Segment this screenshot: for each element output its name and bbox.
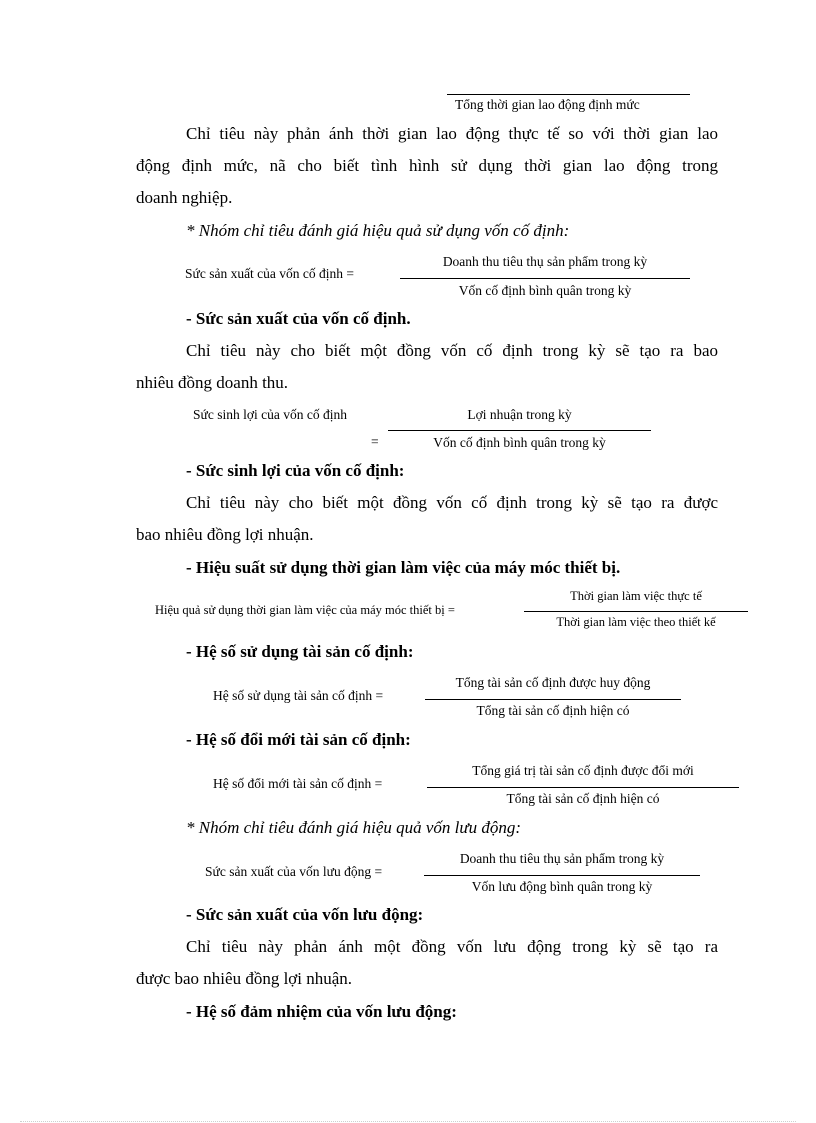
fraction-bar — [427, 787, 739, 788]
paragraph-line: Chỉ tiêu này cho biết một đồng vốn cố định trong kỳ sẽ tạo ra được — [186, 493, 718, 512]
paragraph-line: Chỉ tiêu này cho biết một đồng vốn cố định trong kỳ sẽ tạo ra bao — [186, 341, 718, 360]
formula-lhs: Hệ số đổi mới tài sản cố định = — [213, 776, 383, 791]
item-heading: - Sức sản xuất của vốn lưu động: — [186, 905, 424, 924]
formula-lhs: Sức sinh lợi của vốn cố định — [193, 407, 347, 422]
item-heading: - Sức sinh lợi của vốn cố định: — [186, 461, 405, 480]
formula-numerator: Lợi nhuận trong kỳ — [467, 407, 572, 422]
formula-numerator: Thời gian làm việc thực tế — [570, 589, 702, 603]
fraction-bar — [425, 699, 681, 700]
formula-equals: = — [371, 434, 379, 449]
paragraph-line: doanh nghiệp. — [136, 188, 233, 207]
fraction-bar — [424, 875, 700, 876]
item-heading: - Hệ số sử dụng tài sản cố định: — [186, 642, 414, 661]
item-heading: - Sức sản xuất của vốn cố định. — [186, 309, 411, 328]
page-bottom-divider — [20, 1121, 796, 1122]
formula-numerator: Doanh thu tiêu thụ sản phẩm trong kỳ — [442, 254, 648, 269]
formula-denominator: Thời gian làm việc theo thiết kế — [556, 615, 716, 629]
formula-denominator: Tổng tài sản cố định hiện có — [506, 791, 660, 806]
item-heading: - Hiệu suất sử dụng thời gian làm việc của máy móc thiết bị. — [186, 558, 621, 577]
formula-denominator: Tổng tài sản cố định hiện có — [476, 703, 630, 718]
paragraph-line: nhiêu đồng doanh thu. — [136, 373, 289, 392]
paragraph-line: Chỉ tiêu này phản ánh một đồng vốn lưu động trong kỳ sẽ tạo ra — [186, 937, 718, 956]
paragraph-line: Chỉ tiêu này phản ánh thời gian lao động thực tế so với thời gian lao — [186, 124, 718, 143]
fraction-bar — [524, 611, 748, 612]
section-title: * Nhóm chỉ tiêu đánh giá hiệu quả sử dụng vốn cố định: — [186, 221, 570, 240]
top-fraction-denominator: Tổng thời gian lao động định mức — [455, 97, 640, 112]
formula-numerator: Tổng giá trị tài sản cố định được đổi mới — [472, 763, 694, 778]
formula-denominator: Vốn cố định bình quân trong kỳ — [458, 283, 632, 298]
item-heading: - Hệ số đảm nhiệm của vốn lưu động: — [186, 1002, 457, 1021]
fraction-bar — [400, 278, 690, 279]
formula-lhs: Sức sản xuất của vốn cố định = — [185, 266, 355, 281]
formula-lhs: Sức sản xuất của vốn lưu động = — [205, 864, 383, 879]
paragraph-line: động định mức, nã cho biết tình hình sử dụng thời gian lao động trong — [136, 156, 718, 175]
fraction-bar — [388, 430, 651, 431]
formula-lhs: Hiệu quả sử dụng thời gian làm việc của máy móc thiết bị = — [155, 603, 455, 617]
formula-numerator: Tổng tài sản cố định được huy động — [455, 675, 651, 690]
section-title: * Nhóm chỉ tiêu đánh giá hiệu quả vốn lưu động: — [186, 818, 522, 837]
formula-denominator: Vốn lưu động bình quân trong kỳ — [471, 879, 653, 894]
formula-numerator: Doanh thu tiêu thụ sản phẩm trong kỳ — [459, 851, 665, 866]
paragraph-line: được bao nhiêu đồng lợi nhuận. — [136, 969, 353, 988]
formula-denominator: Vốn cố định bình quân trong kỳ — [433, 435, 606, 450]
formula-lhs: Hệ số sử dụng tài sản cố định = — [213, 688, 384, 703]
fraction-bar — [447, 94, 690, 95]
item-heading: - Hệ số đổi mới tài sản cố định: — [186, 730, 411, 749]
paragraph-line: bao nhiêu đồng lợi nhuận. — [136, 525, 314, 544]
